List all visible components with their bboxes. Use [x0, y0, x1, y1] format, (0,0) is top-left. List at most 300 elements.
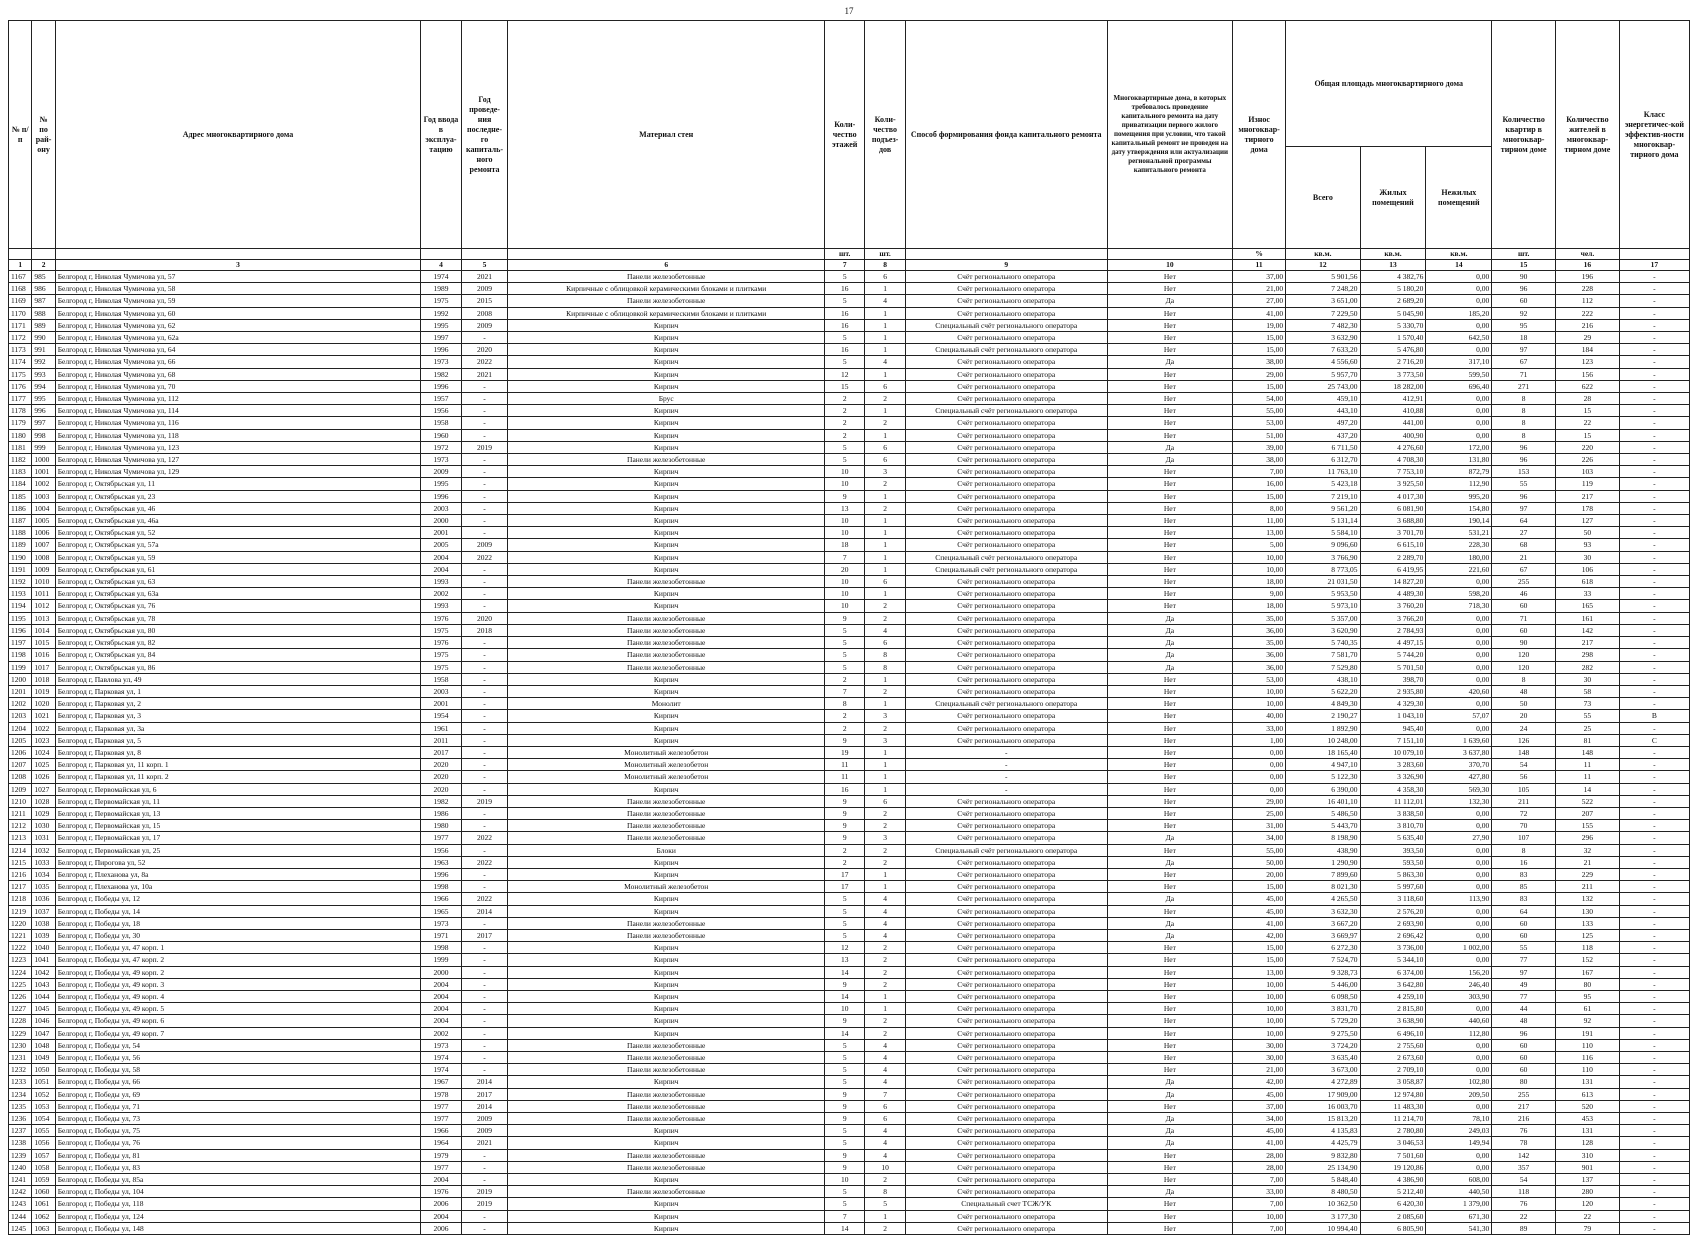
residents-cell: 15 [1556, 429, 1620, 441]
table-row [9, 588, 1690, 600]
area-residential-cell: 3 810,70 [1360, 820, 1426, 832]
residents-cell: 32 [1556, 844, 1620, 856]
entrances-cell: 2 [865, 1015, 905, 1027]
entrances-cell: 1 [865, 539, 905, 551]
area-nonresidential-cell: 1 639,60 [1426, 734, 1492, 746]
table-row [9, 417, 1690, 429]
energy-class-cell: - [1619, 1076, 1689, 1088]
table-row [9, 1052, 1690, 1064]
district-number-cell: 1002 [32, 478, 55, 490]
year-built-cell: 1956 [421, 844, 461, 856]
address-cell: Белгород г, Николая Чумичова ул, 123 [55, 441, 421, 453]
last-repair-year-cell: - [461, 868, 508, 880]
fund-method-cell: Счёт регионального оператора [905, 539, 1107, 551]
wear-percent-cell: 53,00 [1233, 417, 1286, 429]
header-row-number: № п/п [9, 21, 32, 249]
entrances-cell: 4 [865, 1039, 905, 1051]
area-nonresidential-cell: 156,20 [1426, 966, 1492, 978]
energy-class-cell: - [1619, 393, 1689, 405]
district-number-cell: 996 [32, 405, 55, 417]
residents-cell: 120 [1556, 1198, 1620, 1210]
table-row [9, 563, 1690, 575]
district-number-cell: 991 [32, 344, 55, 356]
apartments-cell: 49 [1492, 978, 1556, 990]
year-built-cell: 1976 [421, 612, 461, 624]
wall-material-cell: Кирпич [508, 344, 825, 356]
area-total-cell: 4 556,60 [1286, 356, 1360, 368]
address-cell: Белгород г, Николая Чумичова ул, 66 [55, 356, 421, 368]
row-number-cell: 1175 [9, 368, 32, 380]
repair-required-cell: Да [1107, 1113, 1232, 1125]
repair-required-cell: Нет [1107, 881, 1232, 893]
repair-required-cell: Да [1107, 929, 1232, 941]
apartments-cell: 85 [1492, 881, 1556, 893]
area-total-cell: 459,10 [1286, 393, 1360, 405]
fund-method-cell: Счёт регионального оператора [905, 990, 1107, 1002]
wear-percent-cell: 0,00 [1233, 746, 1286, 758]
residents-cell: 106 [1556, 563, 1620, 575]
repair-required-cell: Да [1107, 295, 1232, 307]
residents-cell: 229 [1556, 868, 1620, 880]
energy-class-cell: - [1619, 661, 1689, 673]
row-number-cell: 1241 [9, 1174, 32, 1186]
last-repair-year-cell: - [461, 771, 508, 783]
row-number-cell: 1182 [9, 454, 32, 466]
fund-method-cell: - [905, 759, 1107, 771]
repair-required-cell: Нет [1107, 759, 1232, 771]
table-row [9, 881, 1690, 893]
last-repair-year-cell: - [461, 966, 508, 978]
area-total-cell: 3 831,70 [1286, 1003, 1360, 1015]
wear-percent-cell: 11,00 [1233, 515, 1286, 527]
address-cell: Белгород г, Победы ул, 18 [55, 917, 421, 929]
area-residential-cell: 2 755,60 [1360, 1039, 1426, 1051]
residents-cell: 522 [1556, 795, 1620, 807]
wall-material-cell: Кирпич [508, 1174, 825, 1186]
fund-method-cell: Счёт регионального оператора [905, 673, 1107, 685]
area-total-cell: 3 177,30 [1286, 1210, 1360, 1222]
fund-method-cell: Счёт регионального оператора [905, 478, 1107, 490]
floors-cell: 2 [825, 417, 865, 429]
residents-cell: 296 [1556, 832, 1620, 844]
area-residential-cell: 1 570,40 [1360, 332, 1426, 344]
wear-percent-cell: 1,00 [1233, 734, 1286, 746]
year-built-cell: 1996 [421, 380, 461, 392]
row-number-cell: 1219 [9, 905, 32, 917]
column-number: 10 [1107, 260, 1232, 271]
entrances-cell: 4 [865, 1052, 905, 1064]
district-number-cell: 1032 [32, 844, 55, 856]
area-nonresidential-cell: 420,60 [1426, 685, 1492, 697]
area-total-cell: 438,10 [1286, 673, 1360, 685]
floors-cell: 5 [825, 271, 865, 283]
last-repair-year-cell: 2020 [461, 612, 508, 624]
wall-material-cell: Брус [508, 393, 825, 405]
area-nonresidential-cell: 0,00 [1426, 417, 1492, 429]
district-number-cell: 1017 [32, 661, 55, 673]
fund-method-cell: Счёт регионального оператора [905, 1161, 1107, 1173]
residents-cell: 226 [1556, 454, 1620, 466]
residents-cell: 73 [1556, 698, 1620, 710]
area-nonresidential-cell: 0,00 [1426, 929, 1492, 941]
repair-required-cell: Да [1107, 917, 1232, 929]
district-number-cell: 994 [32, 380, 55, 392]
energy-class-cell: - [1619, 1222, 1689, 1234]
repair-required-cell: Нет [1107, 978, 1232, 990]
apartments-cell: 46 [1492, 588, 1556, 600]
year-built-cell: 1958 [421, 673, 461, 685]
fund-method-cell: Счёт регионального оператора [905, 1064, 1107, 1076]
table-row [9, 820, 1690, 832]
district-number-cell: 1003 [32, 490, 55, 502]
year-built-cell: 1995 [421, 478, 461, 490]
area-residential-cell: 7 501,60 [1360, 1149, 1426, 1161]
table-row [9, 856, 1690, 868]
entrances-cell: 1 [865, 344, 905, 356]
table-row [9, 380, 1690, 392]
row-number-cell: 1201 [9, 685, 32, 697]
district-number-cell: 1061 [32, 1198, 55, 1210]
fund-method-cell: Счёт регионального оператора [905, 881, 1107, 893]
fund-method-cell: Счёт регионального оператора [905, 1052, 1107, 1064]
year-built-cell: 1956 [421, 405, 461, 417]
repair-required-cell: Нет [1107, 319, 1232, 331]
repair-required-cell: Нет [1107, 1100, 1232, 1112]
last-repair-year-cell: 2009 [461, 319, 508, 331]
repair-required-cell: Да [1107, 893, 1232, 905]
district-number-cell: 997 [32, 417, 55, 429]
last-repair-year-cell: - [461, 661, 508, 673]
apartments-cell: 54 [1492, 759, 1556, 771]
fund-method-cell: Специальный счет ТСЖ/УК [905, 1198, 1107, 1210]
fund-method-cell: Счёт регионального оператора [905, 1174, 1107, 1186]
repair-required-cell: Нет [1107, 795, 1232, 807]
area-nonresidential-cell: 440,60 [1426, 1015, 1492, 1027]
year-built-cell: 2004 [421, 1015, 461, 1027]
fund-method-cell: Счёт регионального оператора [905, 588, 1107, 600]
wall-material-cell: Кирпич [508, 490, 825, 502]
year-built-cell: 1973 [421, 917, 461, 929]
floors-cell: 2 [825, 710, 865, 722]
entrances-cell: 2 [865, 722, 905, 734]
wall-material-cell: Кирпич [508, 515, 825, 527]
apartments-cell: 96 [1492, 490, 1556, 502]
energy-class-cell: - [1619, 746, 1689, 758]
area-nonresidential-cell: 0,00 [1426, 295, 1492, 307]
district-number-cell: 1046 [32, 1015, 55, 1027]
column-number: 2 [32, 260, 55, 271]
table-row [9, 698, 1690, 710]
energy-class-cell: - [1619, 441, 1689, 453]
repair-required-cell: Нет [1107, 685, 1232, 697]
fund-method-cell: Счёт регионального оператора [905, 1076, 1107, 1088]
area-total-cell: 18 165,40 [1286, 746, 1360, 758]
apartments-cell: 60 [1492, 624, 1556, 636]
residents-cell: 216 [1556, 319, 1620, 331]
residents-cell: 29 [1556, 332, 1620, 344]
address-cell: Белгород г, Николая Чумичова ул, 58 [55, 283, 421, 295]
last-repair-year-cell: 2015 [461, 295, 508, 307]
floors-cell: 17 [825, 868, 865, 880]
area-residential-cell: 398,70 [1360, 673, 1426, 685]
wall-material-cell: Кирпич [508, 893, 825, 905]
residents-cell: 25 [1556, 722, 1620, 734]
apartments-cell: 271 [1492, 380, 1556, 392]
apartments-cell: 60 [1492, 295, 1556, 307]
address-cell: Белгород г, Победы ул, 73 [55, 1113, 421, 1125]
row-number-cell: 1167 [9, 271, 32, 283]
header-wall-material: Материал стен [508, 21, 825, 249]
residents-cell: 103 [1556, 466, 1620, 478]
wear-percent-cell: 30,00 [1233, 1039, 1286, 1051]
last-repair-year-cell: - [461, 332, 508, 344]
residents-cell: 165 [1556, 600, 1620, 612]
address-cell: Белгород г, Победы ул, 47 корп. 1 [55, 942, 421, 954]
district-number-cell: 1059 [32, 1174, 55, 1186]
year-built-cell: 2004 [421, 1174, 461, 1186]
repair-required-cell: Нет [1107, 551, 1232, 563]
floors-cell: 5 [825, 356, 865, 368]
year-built-cell: 1996 [421, 868, 461, 880]
fund-method-cell: Счёт регионального оператора [905, 576, 1107, 588]
fund-method-cell: - [905, 746, 1107, 758]
energy-class-cell: - [1619, 490, 1689, 502]
area-residential-cell: 6 420,30 [1360, 1198, 1426, 1210]
wear-percent-cell: 13,00 [1233, 527, 1286, 539]
apartments-cell: 105 [1492, 783, 1556, 795]
area-nonresidential-cell: 598,20 [1426, 588, 1492, 600]
address-cell: Белгород г, Октябрьская ул, 59 [55, 551, 421, 563]
energy-class-cell: - [1619, 929, 1689, 941]
energy-class-cell: - [1619, 319, 1689, 331]
wall-material-cell: Кирпич [508, 356, 825, 368]
address-cell: Белгород г, Первомайская ул, 11 [55, 795, 421, 807]
apartments-cell: 90 [1492, 637, 1556, 649]
floors-cell: 5 [825, 1137, 865, 1149]
column-number: 12 [1286, 260, 1360, 271]
wall-material-cell: Кирпич [508, 441, 825, 453]
fund-method-cell: Специальный счёт регионального оператора [905, 844, 1107, 856]
apartments-cell: 96 [1492, 283, 1556, 295]
header-apartments: Количество квартир в многоквар-тирном доме [1492, 21, 1556, 249]
residents-cell: 33 [1556, 588, 1620, 600]
year-built-cell: 1974 [421, 1064, 461, 1076]
residents-cell: 128 [1556, 1137, 1620, 1149]
wall-material-cell: Кирпич [508, 527, 825, 539]
row-number-cell: 1194 [9, 600, 32, 612]
energy-class-cell: - [1619, 1210, 1689, 1222]
row-number-cell: 1184 [9, 478, 32, 490]
unit-area-nonresidential: кв.м. [1426, 249, 1492, 260]
repair-required-cell: Да [1107, 454, 1232, 466]
area-total-cell: 5 848,40 [1286, 1174, 1360, 1186]
residents-cell: 110 [1556, 1039, 1620, 1051]
wear-percent-cell: 36,00 [1233, 649, 1286, 661]
entrances-cell: 5 [865, 1198, 905, 1210]
repair-required-cell: Нет [1107, 844, 1232, 856]
area-total-cell: 3 651,00 [1286, 295, 1360, 307]
entrances-cell: 4 [865, 929, 905, 941]
wall-material-cell: Кирпич [508, 1125, 825, 1137]
entrances-cell: 4 [865, 356, 905, 368]
floors-cell: 9 [825, 1161, 865, 1173]
wear-percent-cell: 37,00 [1233, 271, 1286, 283]
year-built-cell: 1960 [421, 429, 461, 441]
fund-method-cell: Счёт регионального оператора [905, 368, 1107, 380]
repair-required-cell: Нет [1107, 734, 1232, 746]
apartments-cell: 120 [1492, 649, 1556, 661]
area-residential-cell: 3 838,50 [1360, 807, 1426, 819]
wall-material-cell: Кирпич [508, 405, 825, 417]
repair-required-cell: Нет [1107, 417, 1232, 429]
wear-percent-cell: 36,00 [1233, 624, 1286, 636]
area-total-cell: 16 401,10 [1286, 795, 1360, 807]
last-repair-year-cell: - [461, 466, 508, 478]
fund-method-cell: Счёт регионального оператора [905, 795, 1107, 807]
area-residential-cell: 2 689,20 [1360, 295, 1426, 307]
last-repair-year-cell: - [461, 1064, 508, 1076]
address-cell: Белгород г, Николая Чумичова ул, 112 [55, 393, 421, 405]
fund-method-cell: Счёт регионального оператора [905, 893, 1107, 905]
table-row [9, 527, 1690, 539]
repair-required-cell: Нет [1107, 478, 1232, 490]
entrances-cell: 4 [865, 1137, 905, 1149]
district-number-cell: 1025 [32, 759, 55, 771]
district-number-cell: 987 [32, 295, 55, 307]
area-residential-cell: 441,00 [1360, 417, 1426, 429]
energy-class-cell: - [1619, 685, 1689, 697]
energy-class-cell: - [1619, 1198, 1689, 1210]
entrances-cell: 1 [865, 771, 905, 783]
entrances-cell: 1 [865, 527, 905, 539]
entrances-cell: 2 [865, 1174, 905, 1186]
area-residential-cell: 5 180,20 [1360, 283, 1426, 295]
district-number-cell: 992 [32, 356, 55, 368]
area-residential-cell: 3 688,80 [1360, 515, 1426, 527]
area-nonresidential-cell: 0,00 [1426, 661, 1492, 673]
housing-register-table [8, 20, 1690, 1235]
residents-cell: 310 [1556, 1149, 1620, 1161]
wall-material-cell: Кирпич [508, 734, 825, 746]
address-cell: Белгород г, Парковая ул, 11 корп. 2 [55, 771, 421, 783]
last-repair-year-cell: 2014 [461, 1100, 508, 1112]
wall-material-cell: Панели железобетонные [508, 1052, 825, 1064]
fund-method-cell: Счёт регионального оператора [905, 332, 1107, 344]
area-nonresidential-cell: 541,30 [1426, 1222, 1492, 1234]
entrances-cell: 1 [865, 759, 905, 771]
floors-cell: 9 [825, 795, 865, 807]
address-cell: Белгород г, Первомайская ул, 13 [55, 807, 421, 819]
energy-class-cell: - [1619, 405, 1689, 417]
wear-percent-cell: 10,00 [1233, 990, 1286, 1002]
area-residential-cell: 2 085,60 [1360, 1210, 1426, 1222]
row-number-cell: 1177 [9, 393, 32, 405]
address-cell: Белгород г, Николая Чумичова ул, 64 [55, 344, 421, 356]
row-number-cell: 1169 [9, 295, 32, 307]
wear-percent-cell: 33,00 [1233, 1186, 1286, 1198]
wall-material-cell: Кирпич [508, 429, 825, 441]
wear-percent-cell: 34,00 [1233, 1113, 1286, 1125]
table-row [9, 1149, 1690, 1161]
wall-material-cell: Кирпич [508, 1015, 825, 1027]
unit-area-total: кв.м. [1286, 249, 1360, 260]
wear-percent-cell: 15,00 [1233, 490, 1286, 502]
apartments-cell: 50 [1492, 698, 1556, 710]
repair-required-cell: Да [1107, 661, 1232, 673]
apartments-cell: 60 [1492, 929, 1556, 941]
area-nonresidential-cell: 599,50 [1426, 368, 1492, 380]
energy-class-cell: B [1619, 710, 1689, 722]
district-number-cell: 1010 [32, 576, 55, 588]
entrances-cell: 1 [865, 1210, 905, 1222]
area-residential-cell: 14 827,20 [1360, 576, 1426, 588]
floors-cell: 9 [825, 832, 865, 844]
repair-required-cell: Да [1107, 612, 1232, 624]
area-residential-cell: 4 386,90 [1360, 1174, 1426, 1186]
wall-material-cell: Кирпич [508, 1027, 825, 1039]
repair-required-cell: Да [1107, 1137, 1232, 1149]
wear-percent-cell: 18,00 [1233, 576, 1286, 588]
entrances-cell: 4 [865, 905, 905, 917]
year-built-cell: 1957 [421, 393, 461, 405]
area-nonresidential-cell: 0,00 [1426, 820, 1492, 832]
address-cell: Белгород г, Победы ул, 49 корп. 4 [55, 990, 421, 1002]
apartments-cell: 71 [1492, 612, 1556, 624]
address-cell: Белгород г, Победы ул, 47 корп. 2 [55, 954, 421, 966]
column-number: 17 [1619, 260, 1689, 271]
last-repair-year-cell: - [461, 783, 508, 795]
area-residential-cell: 1 043,10 [1360, 710, 1426, 722]
table-row [9, 1015, 1690, 1027]
wear-percent-cell: 18,00 [1233, 600, 1286, 612]
district-number-cell: 1018 [32, 673, 55, 685]
year-built-cell: 1972 [421, 441, 461, 453]
table-row [9, 612, 1690, 624]
wear-percent-cell: 0,00 [1233, 783, 1286, 795]
apartments-cell: 118 [1492, 1186, 1556, 1198]
area-nonresidential-cell: 1 379,00 [1426, 1198, 1492, 1210]
floors-cell: 5 [825, 1052, 865, 1064]
table-row [9, 942, 1690, 954]
area-total-cell: 5 584,10 [1286, 527, 1360, 539]
area-total-cell: 3 667,20 [1286, 917, 1360, 929]
floors-cell: 18 [825, 539, 865, 551]
address-cell: Белгород г, Первомайская ул, 15 [55, 820, 421, 832]
last-repair-year-cell: - [461, 978, 508, 990]
table-row [9, 356, 1690, 368]
address-cell: Белгород г, Николая Чумичова ул, 68 [55, 368, 421, 380]
apartments-cell: 90 [1492, 271, 1556, 283]
district-number-cell: 995 [32, 393, 55, 405]
row-number-cell: 1179 [9, 417, 32, 429]
address-cell: Белгород г, Николая Чумичова ул, 129 [55, 466, 421, 478]
district-number-cell: 1014 [32, 624, 55, 636]
entrances-cell: 1 [865, 368, 905, 380]
address-cell: Белгород г, Октябрьская ул, 63а [55, 588, 421, 600]
table-row [9, 990, 1690, 1002]
area-residential-cell: 3 118,60 [1360, 893, 1426, 905]
table-row [9, 1210, 1690, 1222]
wall-material-cell: Панели железобетонные [508, 612, 825, 624]
energy-class-cell: - [1619, 356, 1689, 368]
district-number-cell: 1004 [32, 502, 55, 514]
table-row [9, 1222, 1690, 1234]
apartments-cell: 97 [1492, 502, 1556, 514]
wall-material-cell: Кирпич [508, 685, 825, 697]
year-built-cell: 1974 [421, 271, 461, 283]
area-total-cell: 11 763,10 [1286, 466, 1360, 478]
energy-class-cell: - [1619, 1113, 1689, 1125]
